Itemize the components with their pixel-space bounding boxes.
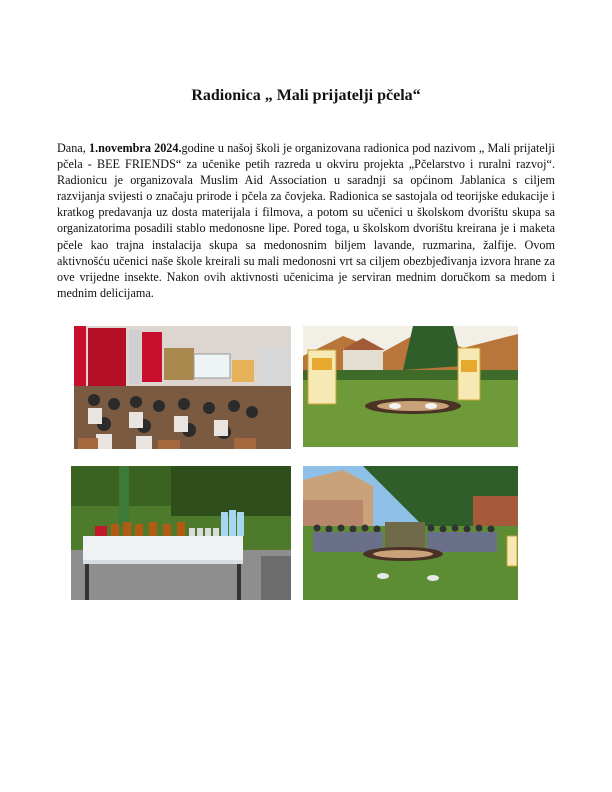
schoolyard-bee-installation-photo: [303, 326, 518, 447]
classroom-photo: [74, 326, 291, 449]
article-paragraph: [57, 140, 555, 301]
paragraph-body: godine u našoj školi je organizovana radionica pod nazivom „ Mali prijatelji pčela - BEE FRIENDS“ za učenike petih razreda u okviru projekta „Pčelarstvo i ruralni razvoj“. Radionicu je organizovala Muslim Aid Association u saradnji sa općinom Jablanica s ciljem razvijanja svijesti o značaju prirode i pčela za čovjeka. Radionica se sastojala od teorijske edukacije i kratkog predavanja uz dosta materijala i filmova, a potom su učenici u školskom dvorištu skupa sa organizatorima posadili stablo medonosne lipe. Pored toga, u školskom dvorištu kreirana je i maketa pčele kao trajna instalacija skupa sa medonosnim biljem lavande, ruzmarina, žalfije. Ovom aktivnošću učenici naše škole kreirali su mali medonosni vrt sa ciljem obezbjeđivanja izvora hrane za ove vrijedne insekte. Nakon ovih aktivnosti učenicima je serviran mednim doručkom sa medom i mednim delicijama.: [57, 141, 555, 300]
honey-breakfast-table-photo: [71, 466, 291, 600]
paragraph-date: 1.novembra 2024.: [88, 141, 182, 155]
page-title: Radionica „ Mali prijatelji pčela“: [191, 87, 421, 104]
group-photo: [303, 466, 518, 600]
paragraph-intro: Dana,: [57, 141, 89, 155]
